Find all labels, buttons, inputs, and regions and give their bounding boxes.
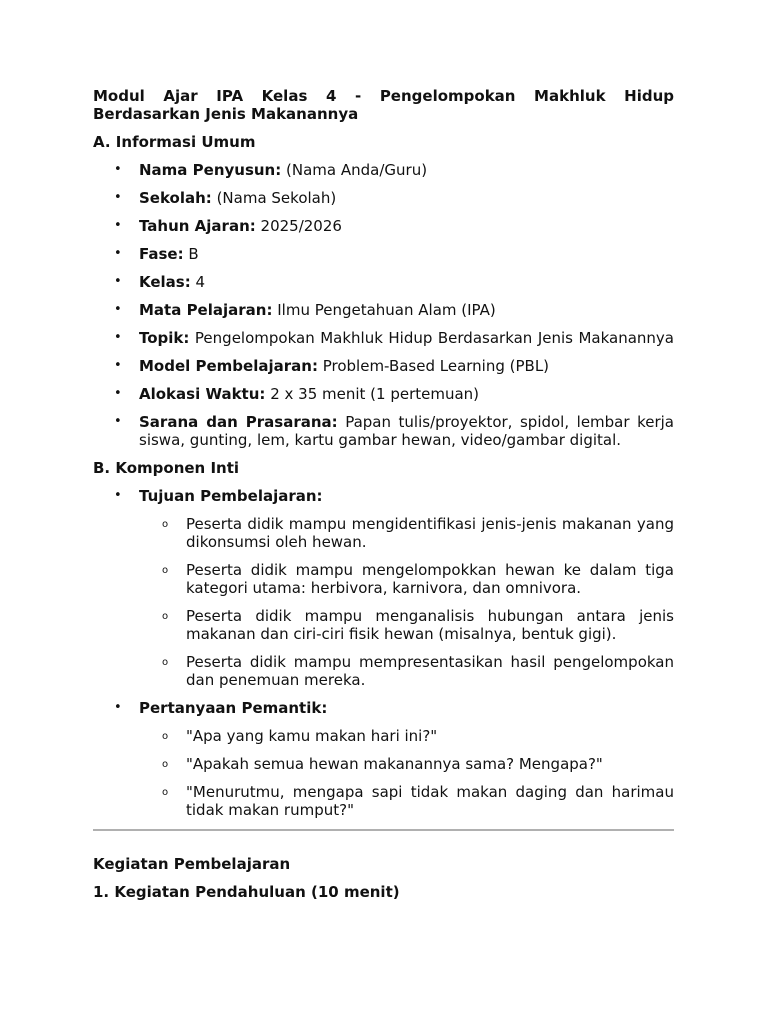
section-b-heading: B. Komponen Inti [93,459,240,477]
item-value: 2025/2026 [260,217,342,235]
item-value: Problem-Based Learning (PBL) [322,357,550,375]
sub-list-item [139,561,674,597]
bullet-icon: • [114,488,122,503]
list-item [93,189,674,207]
circle-bullet-icon: o [162,787,169,798]
document-title: Modul Ajar IPA Kelas 4 - Pengelompokan Makhluk Hidup Berdasarkan Jenis Makanannya [93,87,674,123]
bullet-icon: • [114,358,122,373]
item-value: Pengelompokan Makhluk Hidup Berdasarkan Jenis Makanannya [194,329,674,347]
pertanyaan-pemantik-list [139,727,674,819]
document-page [93,87,674,911]
bullet-icon: • [114,302,122,317]
kegiatan-pendahuluan-heading: 1. Kegiatan Pendahuluan (10 menit) [93,883,400,901]
sub-item-text: Peserta didik mampu mengelompokkan hewan ke dalam tiga kategori utama: herbivora, karnivora, dan omnivora. [186,561,674,597]
circle-bullet-icon: o [162,731,169,742]
sub-item-text: "Apa yang kamu makan hari ini?" [186,727,438,745]
sub-list-item [139,755,674,773]
sub-item-text: Peserta didik mampu menganalisis hubungan antara jenis makanan dan ciri-ciri fisik hewan (misalnya, bentuk gigi). [186,607,674,643]
bullet-icon: • [114,386,122,401]
item-value: (Nama Anda/Guru) [286,161,428,179]
bullet-icon: • [114,218,122,233]
list-item [93,487,674,689]
item-label: Kelas: [139,273,191,291]
bullet-icon: • [114,246,122,261]
sub-list-item [139,515,674,551]
item-label: Sekolah: [139,189,212,207]
item-label: Tahun Ajaran: [139,217,256,235]
item-value: 2 x 35 menit (1 pertemuan) [270,385,480,403]
sub-list-item [139,653,674,689]
sub-item-text: Peserta didik mampu mempresentasikan hasil pengelompokan dan penemuan mereka. [186,653,674,689]
sub-list-item [139,783,674,819]
sub-item-text: Peserta didik mampu mengidentifikasi jenis-jenis makanan yang dikonsumsi oleh hewan. [186,515,674,551]
list-item [93,329,674,347]
kegiatan-heading: Kegiatan Pembelajaran [93,855,291,873]
sub-item-text: "Apakah semua hewan makanannya sama? Mengapa?" [186,755,603,773]
section-a-heading: A. Informasi Umum [93,133,256,151]
bullet-icon: • [114,190,122,205]
item-label: Sarana dan Prasarana: [139,413,338,431]
group-label: Pertanyaan Pemantik: [139,699,328,717]
bullet-icon: • [114,330,122,345]
list-item [93,273,674,291]
sub-item-text: "Menurutmu, mengapa sapi tidak makan daging dan harimau tidak makan rumput?" [186,783,674,819]
item-value: (Nama Sekolah) [216,189,337,207]
item-value: 4 [195,273,206,291]
sub-list-item [139,727,674,745]
item-value: Ilmu Pengetahuan Alam (IPA) [277,301,496,319]
circle-bullet-icon: o [162,519,169,530]
list-item [93,699,674,819]
list-item [93,217,674,235]
list-item [93,413,674,449]
item-label: Fase: [139,245,184,263]
group-label: Tujuan Pembelajaran: [139,487,323,505]
item-label: Nama Penyusun: [139,161,282,179]
komponen-inti-list [93,487,674,819]
tujuan-pembelajaran-list [139,515,674,689]
circle-bullet-icon: o [162,759,169,770]
horizontal-divider [93,829,674,831]
circle-bullet-icon: o [162,565,169,576]
item-label: Alokasi Waktu: [139,385,266,403]
bullet-icon: • [114,162,122,177]
list-item [93,161,674,179]
item-label: Mata Pelajaran: [139,301,273,319]
informasi-umum-list [93,161,674,449]
list-item [93,301,674,319]
sub-list-item [139,607,674,643]
bullet-icon: • [114,274,122,289]
bullet-icon: • [114,700,122,715]
circle-bullet-icon: o [162,611,169,622]
list-item [93,385,674,403]
bullet-icon: • [114,414,122,429]
list-item [93,245,674,263]
circle-bullet-icon: o [162,657,169,668]
item-label: Topik: [139,329,190,347]
item-value: B [188,245,199,263]
list-item [93,357,674,375]
item-label: Model Pembelajaran: [139,357,318,375]
item-value: Papan tulis/proyektor, spidol, lembar kerja siswa, gunting, lem, kartu gambar hewan, video/gambar digital. [139,413,674,449]
